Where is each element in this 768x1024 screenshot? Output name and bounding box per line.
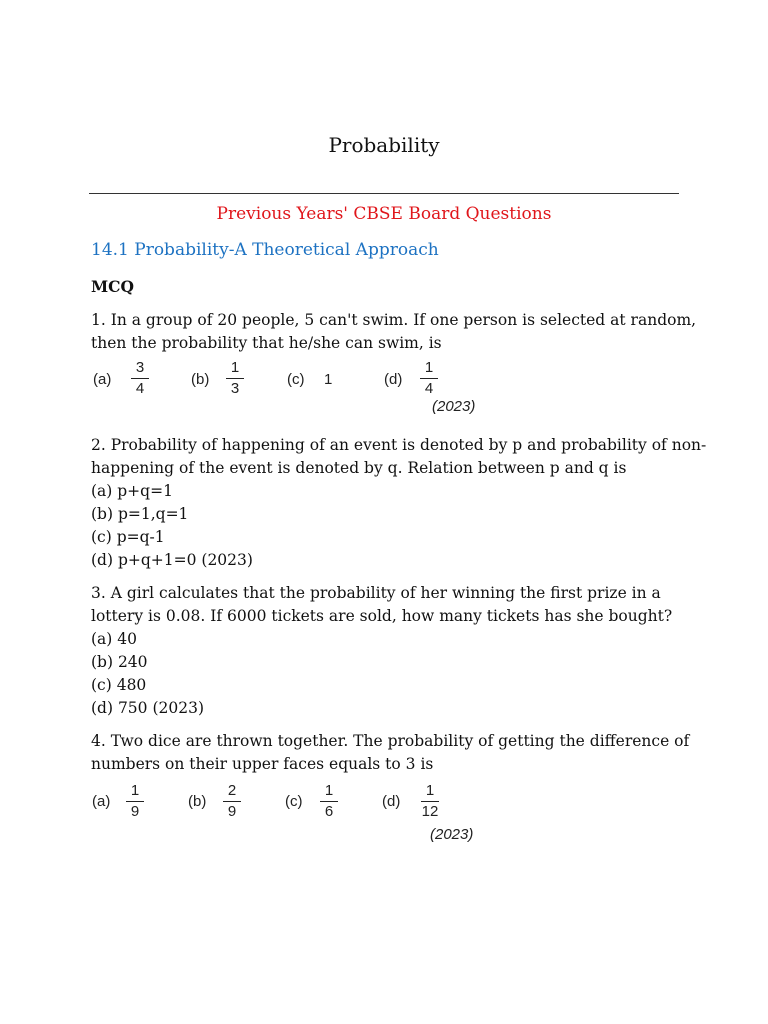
question-1-line: then the probability that he/she can swim, is (91, 334, 442, 352)
option-fraction: 1 12 (421, 782, 439, 820)
option-fraction: 3 4 (128, 359, 152, 398)
question-1 (91, 309, 697, 355)
option-label: (b) (191, 371, 210, 388)
option-fraction: 1 6 (317, 782, 341, 821)
page-title: Probability (328, 133, 440, 157)
question-4 (91, 730, 691, 776)
question-1-line: 1. In a group of 20 people, 5 can't swim. If one person is selected at random, (91, 311, 697, 329)
question-3 (91, 582, 691, 720)
question-4-line: 4. Two dice are thrown together. The probability of getting the difference of (91, 732, 690, 750)
option-fraction: 2 9 (220, 782, 244, 821)
question-4-line: numbers on their upper faces equals to 3 is (91, 755, 434, 773)
question-3-line: 3. A girl calculates that the probability of her winning the first prize in a (91, 584, 661, 602)
option-label: (d) (382, 793, 401, 810)
question-2-option: (a) p+q=1 (91, 482, 173, 500)
question-2-option: (c) p=q-1 (91, 528, 165, 546)
option-fraction: 1 4 (417, 359, 441, 398)
option-value: 1 (324, 371, 333, 388)
year-tag: (2023) (432, 398, 476, 415)
question-2-option: (d) p+q+1=0 (2023) (91, 551, 253, 569)
question-3-option: (b) 240 (91, 653, 148, 671)
question-2 (91, 434, 707, 572)
question-2-option: (b) p=1,q=1 (91, 505, 189, 523)
option-label: (c) (287, 371, 305, 388)
question-3-option: (a) 40 (91, 630, 137, 648)
option-fraction: 1 9 (123, 782, 147, 821)
title-divider (89, 193, 679, 194)
option-label: (c) (285, 793, 303, 810)
option-label: (a) (93, 371, 112, 388)
question-3-line: lottery is 0.08. If 6000 tickets are sold, how many tickets has she bought? (91, 607, 673, 625)
option-label: (b) (188, 793, 207, 810)
question-type-label: MCQ (91, 277, 134, 296)
question-2-line: happening of the event is denoted by q. Relation between p and q is (91, 459, 627, 477)
question-3-option: (c) 480 (91, 676, 147, 694)
question-3-option: (d) 750 (2023) (91, 699, 204, 717)
question-2-line: 2. Probability of happening of an event is denoted by p and probability of non- (91, 436, 707, 454)
section-heading: 14.1 Probability-A Theoretical Approach (91, 240, 439, 260)
option-label: (a) (92, 793, 111, 810)
subtitle: Previous Years' CBSE Board Questions (216, 204, 552, 224)
option-label: (d) (384, 371, 403, 388)
option-fraction: 1 3 (223, 359, 247, 398)
year-tag: (2023) (430, 826, 474, 843)
